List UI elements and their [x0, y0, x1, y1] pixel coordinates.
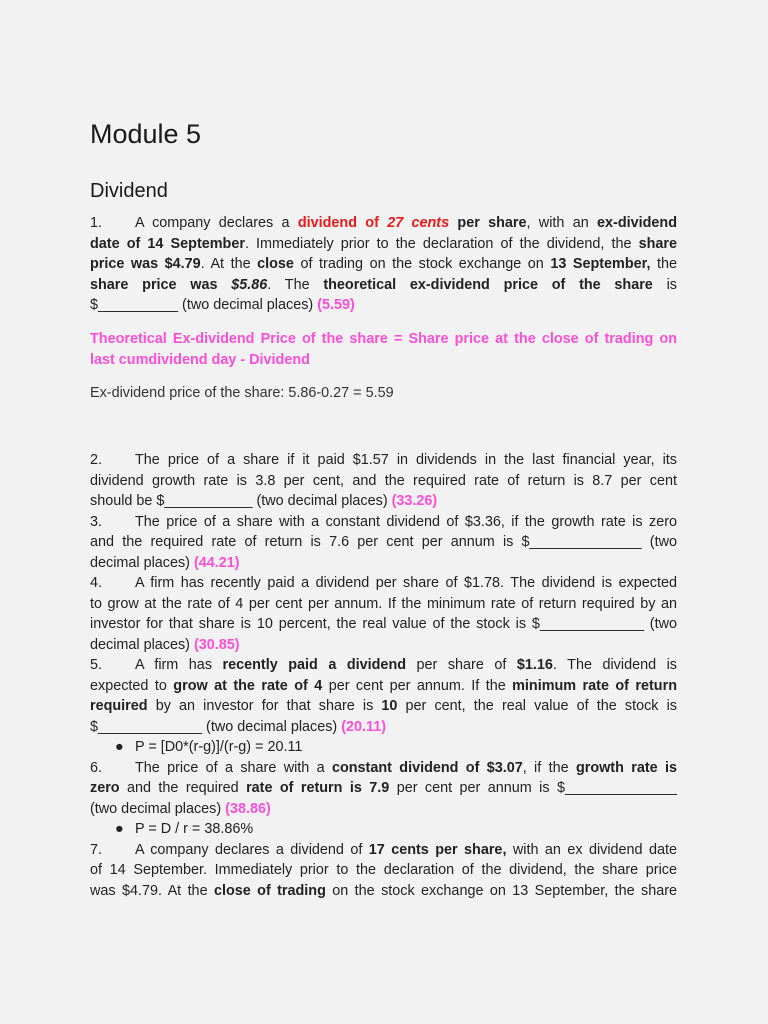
q2-line-1: 2. The price of a share if it paid $1.57 in dividends in the last financial year, its: [90, 450, 677, 471]
q1-line-2: date of 14 September. Immediately prior to the declaration of the dividend, the share: [90, 235, 677, 252]
q6-number: 6.: [90, 759, 103, 776]
q2-number: 2.: [90, 452, 103, 468]
section-heading: Dividend: [90, 180, 168, 202]
q3-number: 3.: [90, 513, 103, 530]
q1-line-1: 1. A company declares a dividend of 27 cents per share, with an ex-dividend: [90, 213, 677, 234]
q5-bullet: ● P = [D0*(r-g)]/(r-g) = 20.11: [90, 737, 677, 758]
q3-line-3: decimal places) (44.21): [90, 554, 240, 571]
q4-number: 4.: [90, 575, 103, 591]
q4-line-3: investor for that share is 10 percent, the real value of the stock is $_____________ (two: [90, 616, 677, 632]
question-1: [90, 213, 677, 316]
q4-line-2: to grow at the rate of 4 per cent per annum. If the minimum rate of return required by an: [90, 595, 677, 612]
q5-number: 5.: [90, 657, 103, 673]
q7-line-3: was $4.79. At the close of trading on the stock exchange on 13 September, the share: [90, 882, 677, 899]
q1-line-5: $__________ (two decimal places) (5.59): [90, 297, 355, 313]
q4-line-4: decimal places) (30.85): [90, 636, 240, 653]
formula-note: Theoretical Ex-dividend Price of the share = Share price at the close of trading on last cumdividend day - Dividend: [90, 331, 677, 368]
q1-answer: (5.59): [317, 297, 355, 313]
q3-line-1: 3. The price of a share with a constant dividend of $3.36, if the growth rate is zero: [90, 512, 677, 533]
page-title: Module 5: [90, 119, 202, 149]
q6-line-2: zero and the required rate of return is 7.9 per cent per annum is $______________: [90, 780, 677, 796]
q1-line-4: share price was $5.86. The theoretical ex-dividend price of the share is: [90, 276, 677, 293]
bullet-icon: ●: [115, 821, 124, 837]
calculation-line: Ex-dividend price of the share: 5.86-0.27 = 5.59: [90, 385, 394, 401]
q2-answer: (33.26): [391, 493, 438, 509]
q6-bullet: ● P = D / r = 38.86%: [90, 819, 677, 840]
q3-answer: (44.21): [193, 554, 240, 571]
q5-line-3: required by an investor for that share is 10 per cent, the real value of the stock is: [90, 698, 677, 714]
questions-block: [90, 450, 677, 901]
q6-line-1: 6. The price of a share with a constant dividend of $3.07, if the growth rate is: [90, 758, 677, 779]
q2-line-2: dividend growth rate is 3.8 per cent, and the required rate of return is 8.7 per cent: [90, 472, 677, 489]
q4-answer: (30.85): [193, 636, 240, 653]
q5-line-4: $_____________ (two decimal places) (20.11): [90, 718, 387, 735]
q3-line-2: and the required rate of return is 7.6 per cent per annum is $______________ (two: [90, 534, 677, 550]
q5-answer: (20.11): [341, 718, 387, 735]
q6-line-3: (two decimal places) (38.86): [90, 800, 271, 817]
q6-answer: (38.86): [225, 800, 271, 817]
q1-number: 1.: [90, 215, 103, 231]
q5-line-2: expected to grow at the rate of 4 per cent per annum. If the minimum rate of return: [90, 677, 677, 694]
q7-line-1: 7. A company declares a dividend of 17 cents per share, with an ex dividend date: [90, 840, 677, 861]
bullet-icon: ●: [115, 739, 124, 755]
q7-line-2: of 14 September. Immediately prior to the declaration of the dividend, the share price: [90, 862, 677, 878]
q4-line-1: 4. A firm has recently paid a dividend per share of $1.78. The dividend is expected: [90, 573, 677, 594]
q5-line-1: 5. A firm has recently paid a dividend per share of $1.16. The dividend is: [90, 655, 677, 676]
q1-line-3: price was $4.79. At the close of trading on the stock exchange on 13 September, the: [90, 256, 677, 272]
q7-number: 7.: [90, 841, 103, 858]
q2-line-3: should be $___________ (two decimal places) (33.26): [90, 493, 438, 509]
